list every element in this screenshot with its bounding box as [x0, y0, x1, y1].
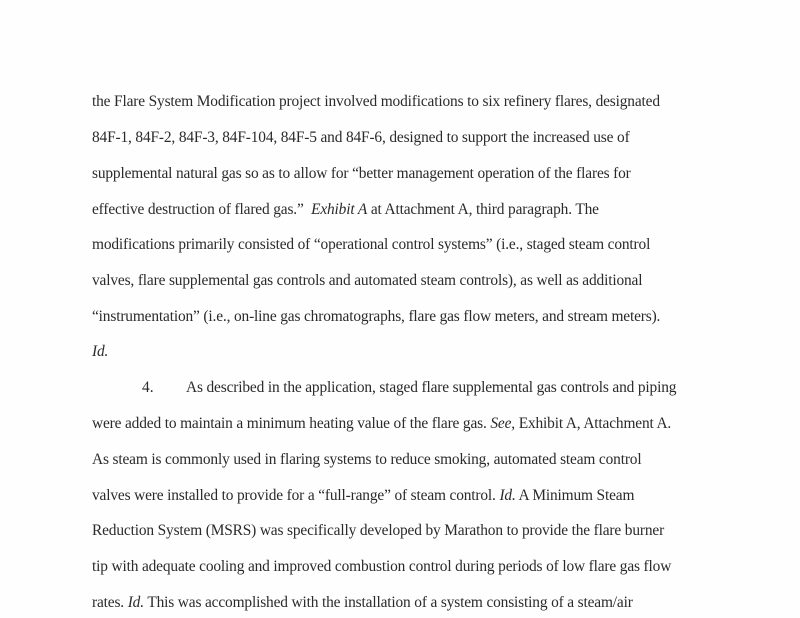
id-citation: Id. [499, 487, 516, 504]
text-line-15 [92, 594, 633, 612]
text-line-4 [92, 201, 599, 219]
text-line-10-start: were added to maintain a minimum heating value of the flare gas. [92, 415, 491, 432]
text-line-9: As described in the application, staged flare supplemental gas controls and piping [186, 379, 677, 396]
text-line-3: supplemental natural gas so as to allow for “better management operation of the flares for [92, 165, 631, 182]
text-line-10 [92, 415, 671, 433]
text-line-4-start: effective destruction of flared gas.” [92, 201, 304, 218]
id-citation: Id. [127, 594, 144, 611]
text-line-5: modifications primarily consisted of “operational control systems” (i.e., staged steam control [92, 236, 651, 253]
text-line-6: valves, flare supplemental gas controls and automated steam controls), as well as additional [92, 272, 643, 289]
paragraph-number: 4. [142, 379, 154, 396]
text-line-10-end: Exhibit A, Attachment A. [515, 415, 672, 432]
text-line-12-start: valves were installed to provide for a “full-range” of steam control. [92, 487, 500, 504]
exhibit-a-reference: Exhibit A [311, 201, 368, 218]
text-line-14: tip with adequate cooling and improved combustion control during periods of low flare gas flow [92, 558, 672, 575]
text-line-4-end: at Attachment A, third paragraph. The [367, 201, 599, 218]
text-line-7: “instrumentation” (i.e., on-line gas chromatographs, flare gas flow meters, and stream meters). [92, 308, 661, 325]
see-signal: See, [490, 415, 515, 432]
text-line-15-end: This was accomplished with the installation of a system consisting of a steam/air [143, 594, 633, 611]
text-line-12 [92, 487, 634, 505]
text-line-8 [92, 343, 108, 361]
text-line-12-end: A Minimum Steam [515, 487, 635, 504]
text-line-13: Reduction System (MSRS) was specifically developed by Marathon to provide the flare burner [92, 522, 665, 539]
text-line-15-start: rates. [92, 594, 128, 611]
text-line-2: 84F-1, 84F-2, 84F-3, 84F-104, 84F-5 and 84F-6, designed to support the increased use of [92, 129, 630, 146]
text-line-1: the Flare System Modification project involved modifications to six refinery flares, designated [92, 93, 660, 110]
id-citation: Id. [92, 343, 109, 360]
text-line-11: As steam is commonly used in flaring systems to reduce smoking, automated steam control [92, 451, 642, 468]
